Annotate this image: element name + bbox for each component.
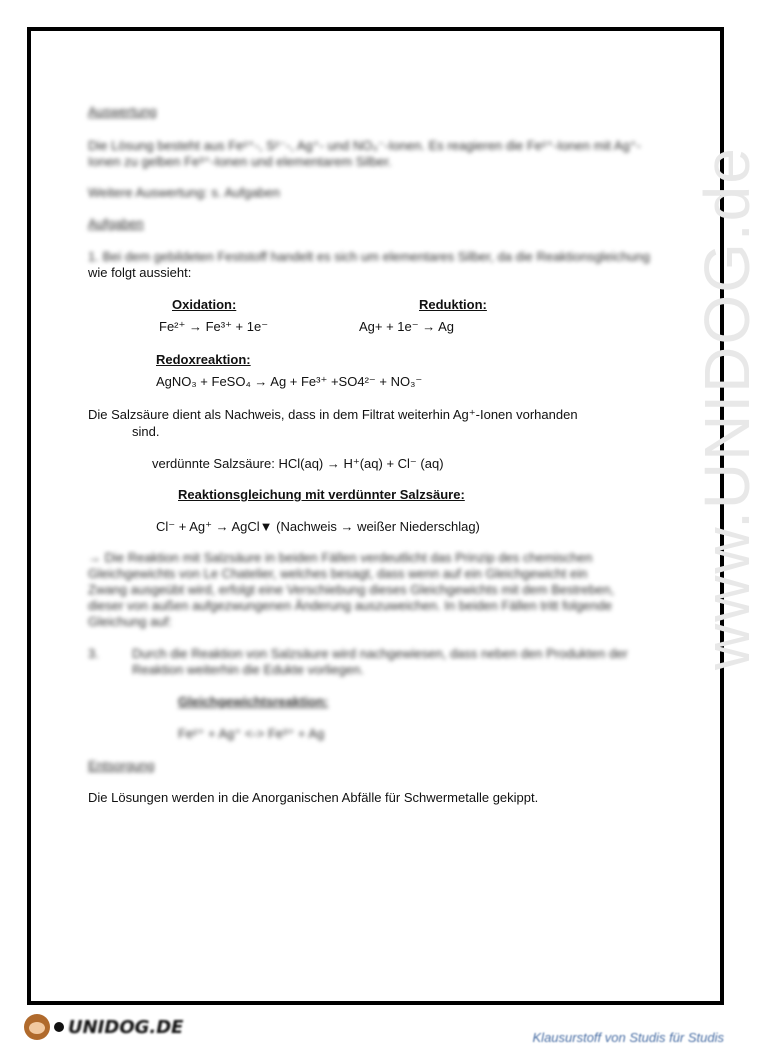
auswertung-text-1: Die Lösung besteht aus Fe²⁺-, S²⁻-, Ag⁺- und NO₃⁻-Ionen. Es reagieren die Fe²⁺-Ionen mit Ag⁺- (88, 138, 641, 153)
footer-slogan: Klausurstoff von Studis für Studis (532, 1030, 724, 1045)
oxidation-label: Oxidation: (172, 297, 237, 312)
reaktionsgleichung-label: Reaktionsgleichung mit verdünnter Salzsäure: (178, 487, 465, 502)
lechatelier-line3: Zwang ausgeübt wird, erfolgt eine Verschiebung dieses Gleichgewichts mit dem Bestreben, (88, 582, 615, 597)
oxidation-equation: Fe²⁺ → Fe³⁺ + 1e⁻ (159, 319, 269, 334)
agcl-equation: Cl⁻ + Ag⁺ → AgCl▼ (Nachweis → weißer Niederschlag) (156, 519, 480, 534)
verduennte-salzsaeure-equation: verdünnte Salzsäure: HCl(aq) → H⁺(aq) + Cl⁻ (aq) (152, 456, 444, 471)
page-frame (27, 27, 724, 1005)
aufgaben-heading: Aufgaben (88, 216, 144, 231)
lechatelier-line1: → Die Reaktion mit Salzsäure in beiden Fällen verdeutlicht das Prinzip des chemischen (88, 550, 593, 565)
reduktion-label: Reduktion: (419, 297, 487, 312)
gleichgewicht-label: Gleichgewichtsreaktion: (178, 694, 329, 709)
aufgabe1-line1: 1. Bei dem gebildeten Feststoff handelt es sich um elementares Silber, da die Reaktionsgleichung (88, 249, 650, 264)
watermark: www.UNIDOG.de (691, 146, 763, 670)
logo-text: UNIDOG.DE (68, 1016, 184, 1038)
aufgabe3-number: 3. (88, 646, 99, 661)
entsorgung-text: Die Lösungen werden in die Anorganischen Abfälle für Schwermetalle gekippt. (88, 790, 539, 805)
redox-equation: AgNO₃ + FeSO₄ → Ag + Fe³⁺ +SO4²⁻ + NO₃⁻ (156, 374, 423, 389)
unidog-logo[interactable] (24, 1014, 183, 1040)
auswertung-text-2: Ionen zu gelben Fe³⁺-Ionen und elementarem Silber. (88, 154, 392, 169)
lechatelier-line4: dieser von außen aufgezwungenen Änderung auszuweichen. In beiden Fällen tritt folgende (88, 598, 612, 613)
lechatelier-line5: Gleichung auf: (88, 614, 172, 629)
aufgabe3-line1: Durch die Reaktion von Salzsäure wird nachgewiesen, dass neben den Produkten der (132, 646, 628, 661)
dog-icon (24, 1014, 50, 1040)
weitere-auswertung: Weitere Auswertung: s. Aufgaben (88, 185, 280, 200)
paw-icon (54, 1022, 64, 1032)
aufgabe3-line2: Reaktion weiterhin die Edukte vorliegen. (132, 662, 364, 677)
auswertung-heading: Auswertung (88, 104, 157, 119)
gleichgewicht-equation: Fe²⁺ + Ag⁺ <-> Fe³⁺ + Ag (178, 726, 325, 741)
redox-label: Redoxreaktion: (156, 352, 251, 367)
aufgabe1-line2: wie folgt aussieht: (88, 265, 192, 280)
reduktion-equation: Ag+ + 1e⁻ → Ag (359, 319, 455, 334)
salzsaeure-line2: sind. (132, 424, 160, 439)
salzsaeure-line1: Die Salzsäure dient als Nachweis, dass in dem Filtrat weiterhin Ag⁺-Ionen vorhanden (88, 407, 578, 422)
entsorgung-heading: Entsorgung (88, 758, 155, 773)
lechatelier-line2: Gleichgewichts von Le Chatelier, welches besagt, dass wenn auf ein Gleichgewicht ein (88, 566, 588, 581)
